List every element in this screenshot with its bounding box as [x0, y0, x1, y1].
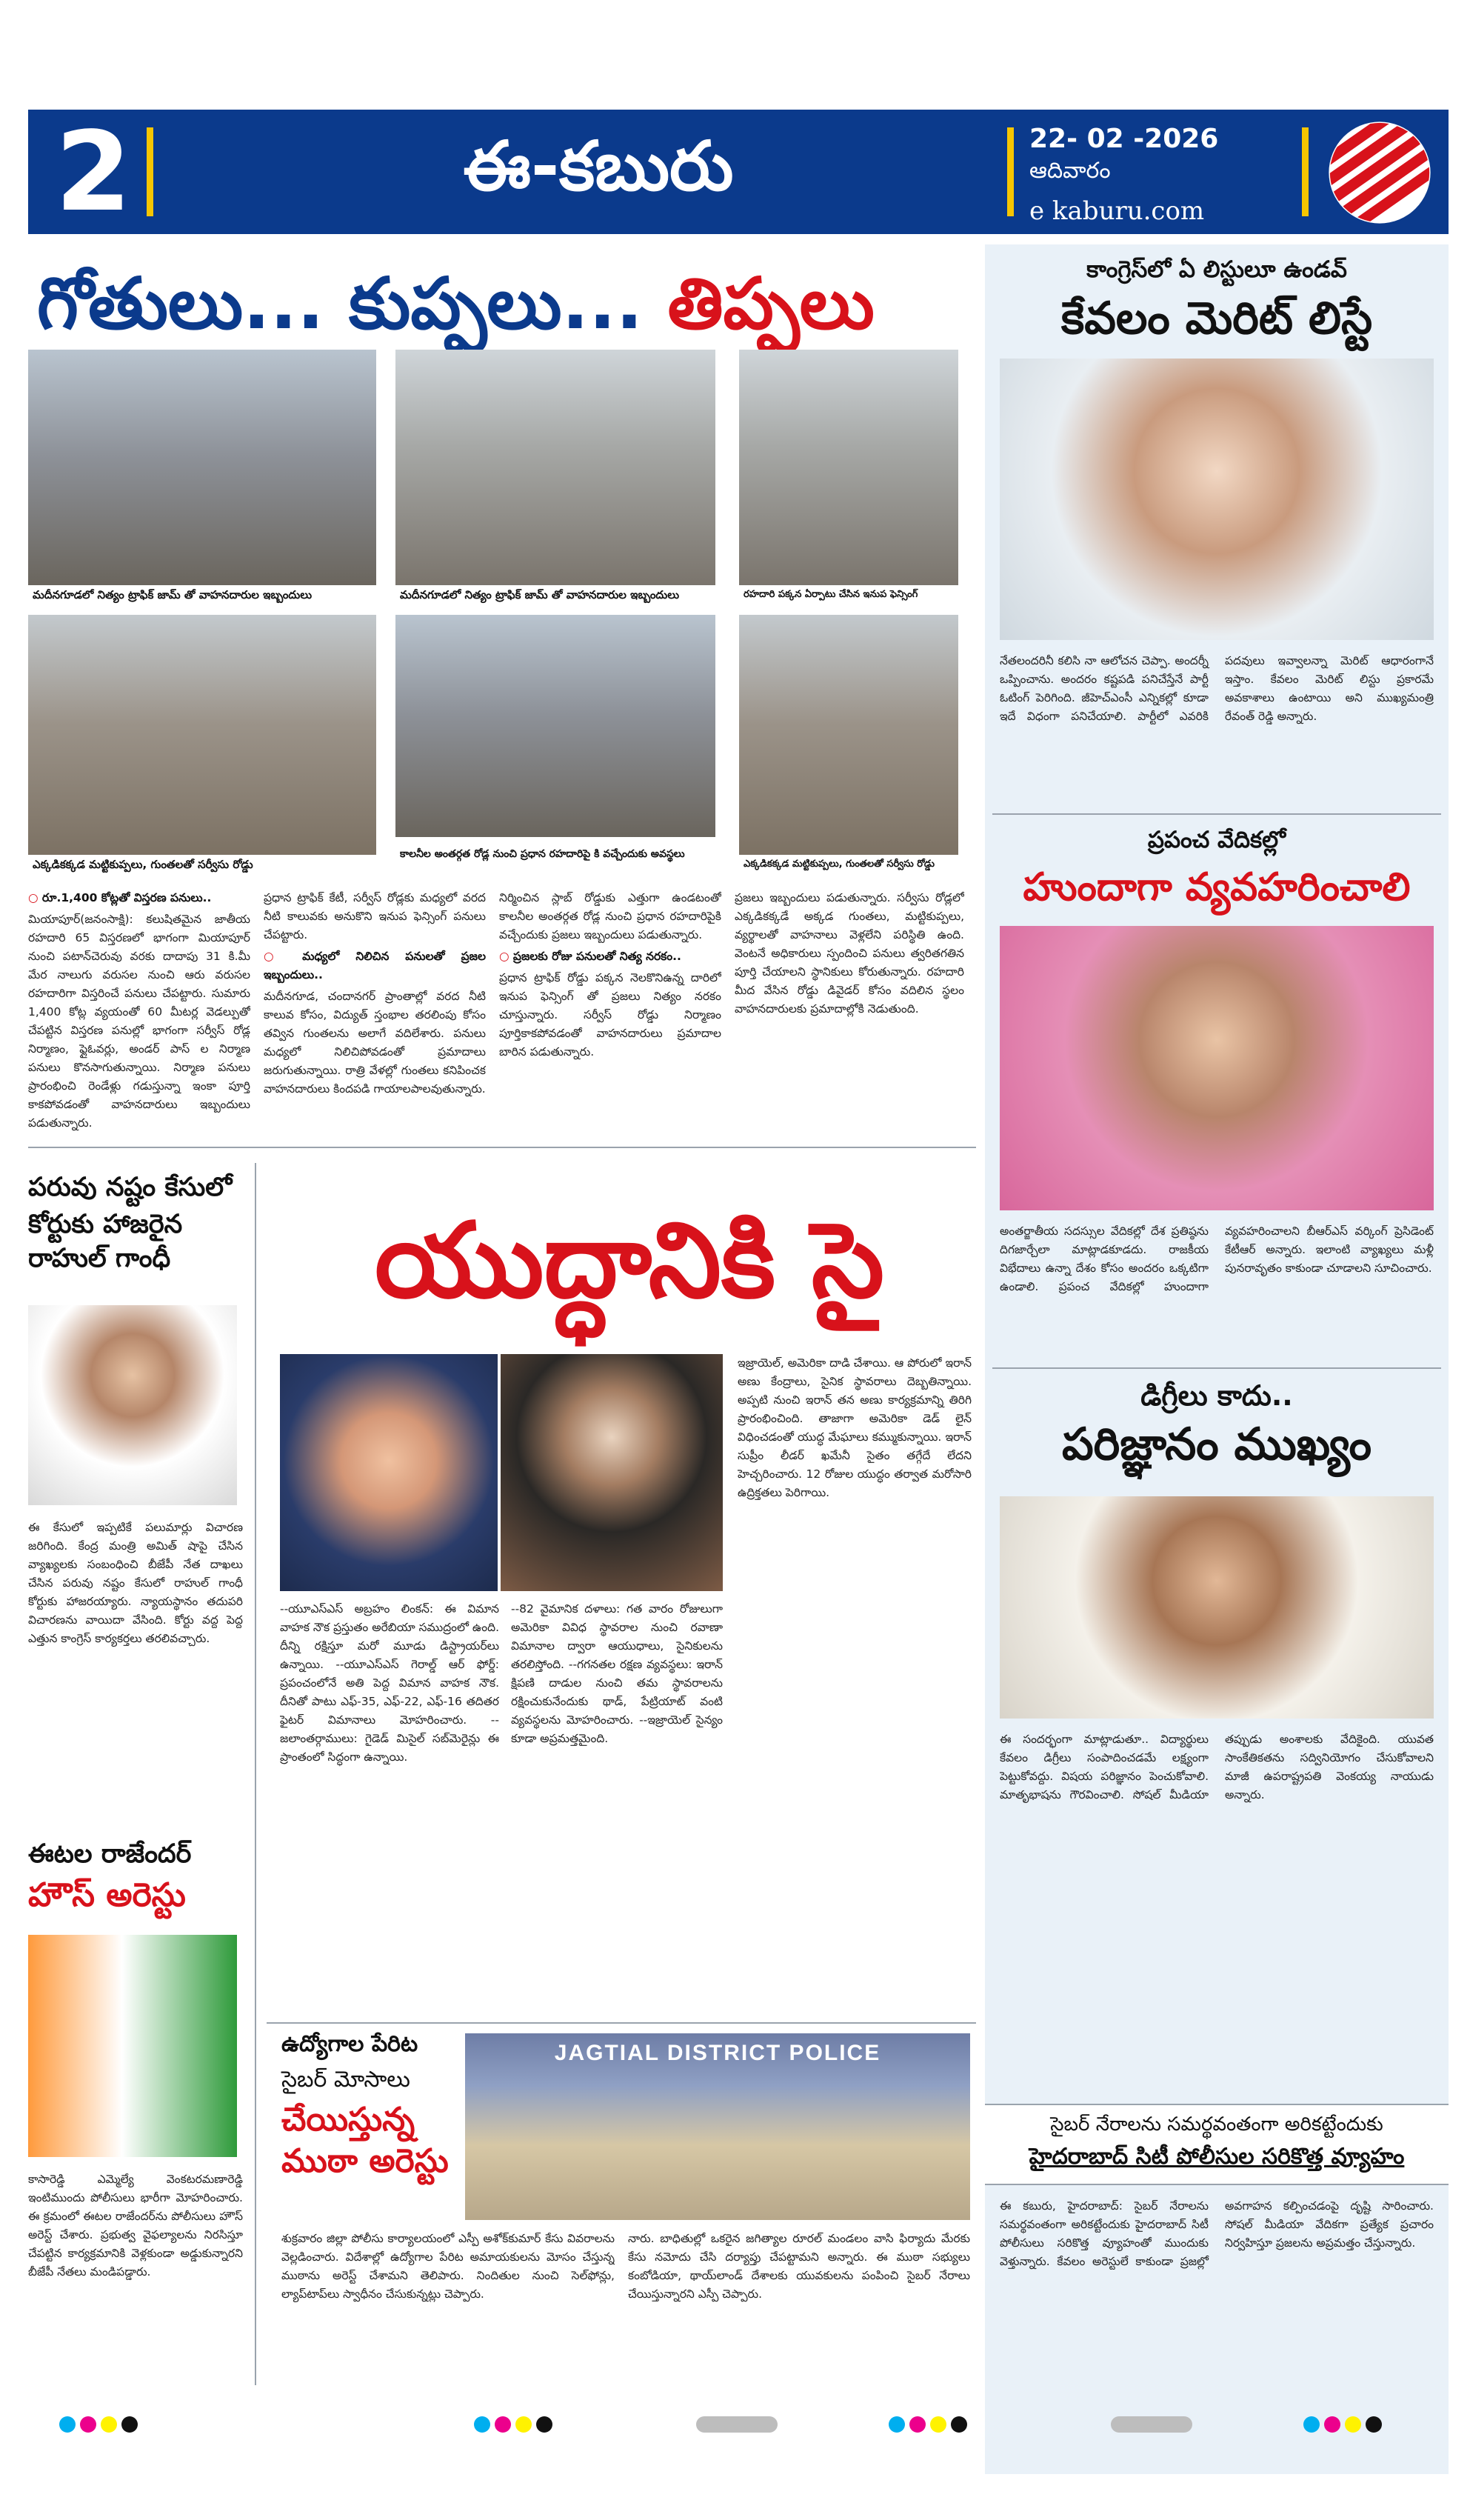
gray-bar-icon — [1111, 2416, 1192, 2433]
issue-day: ఆదివారం — [1029, 158, 1111, 184]
yellow-dot-icon — [515, 2416, 532, 2433]
colony-road-photo — [395, 615, 715, 837]
issue-date: 22- 02 -2026 — [1029, 124, 1219, 154]
section-divider — [267, 2022, 976, 2024]
masthead-divider — [1302, 127, 1309, 216]
etala-kicker: ఈటల రాజేందర్ — [28, 1839, 192, 1869]
lead-column-3 — [499, 889, 721, 1133]
section-divider — [992, 1367, 1441, 1369]
bullet-icon: ○ — [28, 891, 42, 904]
lead-subhead: రూ.1,400 కోట్లతో విస్తరణ పనులు.. — [41, 891, 212, 904]
registration-bar — [1111, 2416, 1192, 2433]
cyber-police-article — [1000, 2197, 1434, 2390]
bullet-icon: ○ — [264, 950, 303, 963]
cyber-headline: చేయిస్తున్న ముఠా అరెస్టు — [281, 2101, 449, 2180]
rubble-service-road-photo — [739, 615, 958, 856]
etala-paragraph: కాసారెడ్డి ఎమ్మెల్యే వెంకటరమణారెడ్డి ఇంటిముందు పోలీసులు భారీగా మోహరించారు. ఈ క్రమంలో ఈటల రాజేందర్‌ను పోలీసులు హౌస్ అరెస్ట్ చేశారు. ప్రభుత్వ వైఫల్యాలను నిరసిస్తూ చేపట్టిన కార్యక్రమానికి వెళ్లకుండా అడ్డుకున్నారని బీజేపీ నేతలు మండిపడ్డారు. — [28, 2173, 243, 2279]
striped-globe-logo-icon — [1326, 119, 1434, 227]
yellow-dot-icon — [1345, 2416, 1361, 2433]
etala-article — [28, 2170, 243, 2385]
yellow-dot-icon — [101, 2416, 117, 2433]
lead-headline — [37, 259, 955, 348]
police-press-meet-photo — [465, 2033, 970, 2220]
photo-caption: ఎక్కడికక్కడ మట్టికుప్పలు, గుంతలతో సర్వీసు రోడ్డు — [28, 855, 376, 874]
yellow-dot-icon — [930, 2416, 946, 2433]
venkaiah-paragraph: ఈ సందర్భంగా మాట్లాడుతూ.. విద్యార్థులు కేవలం డిగ్రీలు సంపాదించడమే లక్ష్యంగా పెట్టుకోవద్దు. విషయ పరిజ్ఞానం పెంచుకోవాలి. మాతృభాషను గౌరవించాలి. సోషల్ మీడియా తప్పుడు అంశాలకు వేదికైంది. యువత సాంకేతికతను సద్వినియోగం చేసుకోవాలని మాజీ ఉపరాష్ట్రపతి వెంకయ్య నాయుడు అన్నారు. — [1000, 1733, 1434, 1801]
rubble-service-road-photo — [28, 615, 376, 856]
gray-bar-icon — [696, 2416, 778, 2433]
photo-caption: మదీనగూడలో నిత్యం ట్రాఫిక్ జామ్ తో వాహనదారుల ఇబ్బందులు — [28, 585, 376, 604]
lead-paragraph: ప్రధాన ట్రాఫిక్‌ కేటీ, సర్వీస్ రోడ్లకు మధ్యలో వరద నీటి కాలువకు అనుకొని ఇనుప ఫెన్సింగ్ పనులు చేపట్టారు. — [264, 891, 486, 941]
cyan-dot-icon — [474, 2416, 490, 2433]
magenta-dot-icon — [495, 2416, 511, 2433]
bullet-icon: ○ — [499, 950, 513, 963]
lead-column-1 — [28, 889, 250, 1133]
police-banner-text: JAGTIAL DISTRICT POLICE — [554, 2041, 881, 2065]
revanth-article — [1000, 652, 1434, 800]
brand-title: ఈ-కబురు — [463, 127, 734, 206]
date-box — [1029, 123, 1296, 228]
photo-caption: రహదారి పక్కన ఏర్పాటు చేసిన ఇనుప ఫెన్సింగ్ — [739, 585, 958, 604]
black-dot-icon — [536, 2416, 552, 2433]
magenta-dot-icon — [80, 2416, 96, 2433]
black-dot-icon — [951, 2416, 967, 2433]
lead-column-4 — [735, 889, 964, 1133]
revanth-paragraph: నేతలందరినీ కలిసి నా ఆలోచన చెప్పా. అందర్నీ ఒప్పించాను. అందరం కష్టపడి పనిచేస్తేనే పార్టీ ఓటింగ్ పెరిగింది. జీహెచ్ఎంసీ ఎన్నికల్లో కూడా ఇదే విధంగా పనిచేయాలి. పార్టీలో ఎవరికి పదవులు ఇవ్వాలన్నా మెరిట్ ఆధారంగానే ఇస్తాం. కేవలం మెరిట్ లిస్టు ప్రకారమే అవకాశాలు ఉంటాయి అని ముఖ్యమంత్రి రేవంత్ రెడ్డి అన్నారు. — [1000, 654, 1434, 723]
lead-paragraph: నిర్మించిన స్లాబ్ రోడ్డుకు ఎత్తుగా ఉండటంతో కాలనీల అంతర్గత రోడ్ల నుంచి ప్రధాన రహదారిపైకి వచ్చేందుకు ప్రజలు ఇబ్బందులు పడుతున్నారు. — [499, 891, 721, 941]
war-paragraph: ఇజ్రాయెల్, అమెరికా దాడి చేశాయి. ఆ పోరులో ఇరాన్ అణు కేంద్రాలు, సైనిక స్థావరాలు దెబ్బతిన్నాయి. అప్పటి నుంచి ఇరాన్ తన అణు కార్యక్రమాన్ని తిరిగి ప్రారంభించింది. తాజాగా అమెరికా డెడ్ లైన్ విధించడంతో యుద్ధ మేఘాలు కమ్ముకున్నాయి. ఇరాన్ సుప్రీం లీడర్ ఖమేనీ సైతం తగ్గేదే లేదని హెచ్చరించారు. 12 రోజుల యుద్ధం తర్వాత మరోసారి ఉద్రిక్తతలు పెరిగాయి. — [738, 1356, 972, 1499]
lead-subhead: మధ్యలో నిలిచిన పనులతో ప్రజల ఇబ్బందులు.. — [264, 950, 486, 981]
cyber-paragraph: శుక్రవారం జిల్లా పోలీసు కార్యాలయంలో ఎస్పీ అశోక్‌కుమార్ కేసు వివరాలను వెల్లడించారు. విదేశాల్లో ఉద్యోగాల పేరిట అమాయకులను మోసం చేస్తున్న ముఠాను అరెస్ట్ చేశామని తెలిపారు. నిందితుల నుంచి సెల్‌ఫోన్లు, ల్యాప్‌టాప్‌లు స్వాధీనం చేసుకున్నట్లు చెప్పారు. — [281, 2232, 615, 2301]
war-paragraph: --82 వైమానిక దళాలు: గత వారం రోజులుగా అమెరికా వివిధ స్థావరాల నుంచి రవాణా విమానాల ద్వారా ఆయుధాలు, సైనికులను తరలిస్తోంది. --గగనతల రక్షణ వ్యవస్థలు: ఇరాన్ క్షిపణి దాడుల నుంచి తమ స్థావరాలను రక్షించుకునేందుకు థాడ్, పేట్రియాట్ వంటి వ్యవస్థలను మోహరించారు. --ఇజ్రాయెల్ సైన్యం కూడా అప్రమత్తమైంది. — [511, 1602, 723, 1745]
cyber-police-paragraph: ఈ కబురు, హైదరాబాద్: సైబర్ నేరాలను సమర్థవంతంగా అరికట్టేందుకు హైదరాబాద్ సిటీ పోలీసులు సరికొత్త వ్యూహంతో ముందుకు వెళ్తున్నారు. కేవలం అరెస్టులే కాకుండా ప్రజల్లో అవగాహన కల్పించడంపై దృష్టి సారించారు. సోషల్ మీడియా వేదికగా ప్రత్యేక ప్రచారం నిర్వహిస్తూ ప్రజలను అప్రమత్తం చేస్తున్నారు. — [1000, 2199, 1434, 2268]
lead-headline-part1: గోతులు... కుప్పలు... — [37, 262, 644, 345]
war-paragraph: --యూఎస్‌ఎస్ అబ్రహం లింకన్: ఈ విమాన వాహక నౌక ప్రస్తుతం అరేబియా సముద్రంలో ఉంది. దీన్ని రక్షిస్తూ మరో మూడు డిస్ట్రాయర్‌లు ఉన్నాయి. --యూఎస్‌ఎస్ గెరాల్డ్ ఆర్ ఫోర్డ్: ప్రపంచంలోనే అతి పెద్ద విమాన వాహక నౌక. దీనితో పాటు ఎఫ్-35, ఎఫ్-22, ఎఫ్-16 తదితర ఫైటర్ విమానాలు మోహరించారు. --జలాంతర్గాములు: గైడెడ్ మిసైల్ సబ్‌మెరైన్లు ఈ ప్రాంతంలో సిద్ధంగా ఉన్నాయి. — [280, 1602, 499, 1764]
lead-paragraph: మదీనగూడ, చందానగర్ ప్రాంతాల్లో వరద నీటి కాలువ కోసం, విద్యుత్ స్తంభాల తరలింపు కోసం తవ్విన గుంతలను అలాగే వదిలేశారు. పనులు మధ్యలో నిలిచిపోవడంతో ప్రమాదాలు జరుగుతున్నాయి. రాత్రి వేళల్లో గుంతలు కనిపించక వాహనదారులు కిందపడి గాయాలపాలవుతున్నారు. — [264, 990, 486, 1096]
black-dot-icon — [1366, 2416, 1382, 2433]
masthead-divider — [1007, 127, 1014, 216]
photo-caption: మదీనగూడలో నిత్యం ట్రాఫిక్ జామ్ తో వాహనదారుల ఇబ్బందులు — [395, 585, 715, 604]
war-column-2 — [511, 1600, 723, 2015]
lead-paragraph: ప్రజలు ఇబ్బందులు పడుతున్నారు. సర్వీసు రోడ్లలో ఎక్కడికక్కడే అక్కడ గుంతలు, మట్టికుప్పలు, వ్యర్థాలతో వాహనాలు వెళ్లలేని పరిస్థితి ఉంది. వెంటనే అధికారులు స్పందించి పనులు త్వరితగతిన పూర్తి చేయాలని స్థానికులు కోరుతున్నారు. రహదారి మీద వేసిన రోడ్డు డివైడర్ కోసం వదిలిన స్థలం వాహనదారులకు ప్రమాదాల్లోకి నెడుతుంది. — [735, 891, 964, 1016]
venkaiah-naidu-photo — [1000, 1496, 1434, 1719]
cyan-dot-icon — [889, 2416, 905, 2433]
revanth-headline: కేవలం మెరిట్ లిస్టే — [1060, 293, 1373, 344]
magenta-dot-icon — [1324, 2416, 1340, 2433]
cyber-column-2 — [628, 2230, 970, 2393]
war-column-3 — [738, 1354, 972, 2021]
war-column-1 — [280, 1600, 499, 2015]
registration-marks — [474, 2416, 552, 2433]
cyber-police-head-strip — [985, 2104, 1449, 2185]
etala-headline: హౌస్ అరెస్టు — [28, 1876, 186, 1914]
cyber-column-1 — [281, 2230, 615, 2393]
iron-fencing-photo — [739, 350, 958, 587]
etala-rajender-photo — [28, 1935, 237, 2157]
cyan-dot-icon — [1303, 2416, 1320, 2433]
ktr-kicker: ప్రపంచ వేదికల్లో — [1147, 827, 1286, 853]
lead-paragraph: మియాపూర్(జనంసాక్షి): కలుషితమైన జాతీయ రహదారి 65 విస్తరణలో భాగంగా మియాపూర్ నుంచి పటాన్‌చెరువు వరకు దాదాపు 31 కి.మీ మేర నాలుగు వరుసల నుంచి ఆరు వరుసల రహదారిగా విస్తరించే పనులు చేపట్టారు. సుమారు 1,400 కోట్ల వ్యయంతో 60 మీటర్ల వెడల్పుతో చేపట్టిన విస్తరణ పనుల్లో భాగంగా సర్వీస్ రోడ్ల నిర్మాణం, ఫ్లైఓవర్లు, అండర్ పాస్ ల నిర్మాణ పనులు కొనసాగుతున్నాయి. నిర్మాణ పనులు ప్రారంభించి రెండేళ్లు గడుస్తున్నా ఇంకా పూర్తి కాకపోవడంతో వాహనదారులు ఇబ్బందులు పడుతున్నారు. — [28, 913, 250, 1130]
revanth-kicker: కాంగ్రెస్‌లో ఏ లిస్టులూ ఉండవ్ — [1086, 256, 1347, 283]
section-divider — [28, 1147, 976, 1148]
trump-photo — [280, 1354, 498, 1591]
masthead — [28, 110, 1449, 234]
lead-headline-part2: తిప్పలు — [667, 262, 875, 345]
photo-caption: కాలనీల అంతర్గత రోడ్ల నుంచి ప్రధాన రహదారిపై కి వచ్చేందుకు అవస్థలు — [395, 844, 744, 864]
website-link[interactable]: e kaburu.com — [1029, 196, 1205, 226]
registration-marks — [889, 2416, 967, 2433]
cyber-police-kicker: సైబర్ నేరాలను సమర్థవంతంగా అరికట్టేందుకు — [1050, 2113, 1383, 2136]
cyber-paragraph: నారు. బాధితుల్లో ఒకరైన జగిత్యాల రూరల్ మండలం వాసి ఫిర్యాదు మేరకు కేసు నమోదు చేసి దర్యాప్తు చేపట్టామని అన్నారు. ఈ ముఠా సభ్యులు కంబోడియా, థాయ్‌లాండ్ దేశాలకు యువకులను పంపించి సైబర్ నేరాలు చేయిస్తున్నారని ఎస్పీ చెప్పారు. — [628, 2232, 970, 2301]
section-divider — [992, 813, 1441, 815]
lead-subhead: ప్రజలకు రోజు పనులతో నిత్య నరకం.. — [512, 950, 681, 963]
ktr-photo — [1000, 926, 1434, 1210]
rahul-article — [28, 1519, 243, 1815]
revanth-reddy-photo — [1000, 359, 1434, 640]
lead-paragraph: ప్రధాన ట్రాఫిక్‌ రోడ్డు పక్కన నెలకొనిఉన్న దారిలో ఇనుప ఫెన్సింగ్ తో ప్రజలు నిత్యం నరకం చూస్తున్నారు. సర్వీస్ రోడ్డు నిర్మాణం పూర్తికాకపోవడంతో వాహనదారులు ప్రమాదాల బారిన పడుతున్నారు. — [499, 971, 721, 1059]
masthead-divider — [147, 127, 153, 216]
black-dot-icon — [121, 2416, 138, 2433]
traffic-jam-photo — [28, 350, 376, 587]
page-number: 2 — [55, 108, 132, 236]
photo-caption: ఎక్కడికక్కడ మట్టికుప్పలు, గుంతలతో సర్వీసు రోడ్డు — [739, 855, 975, 874]
cyber-kicker: ఉద్యోగాల పేరిట — [281, 2031, 418, 2057]
traffic-jam-photo — [395, 350, 715, 587]
cyber-subkicker: సైబర్ మోసాలు — [281, 2067, 410, 2093]
cyan-dot-icon — [59, 2416, 76, 2433]
venkaiah-article — [1000, 1730, 1434, 2086]
war-headline: యుద్ధానికి సై — [374, 1201, 885, 1321]
khamenei-photo — [501, 1354, 723, 1591]
ktr-paragraph: అంతర్జాతీయ సదస్సుల వేదికల్లో దేశ ప్రతిష్ఠను దిగజార్చేలా మాట్లాడకూడదు. రాజకీయ విభేదాలు ఉన్నా దేశం కోసం అందరం ఒక్కటిగా ఉండాలి. ప్రపంచ వేదికల్లో హుందాగా వ్యవహరించాలని బీఆర్ఎస్ వర్కింగ్ ప్రెసిడెంట్ కేటీఆర్ అన్నారు. ఇలాంటి వ్యాఖ్యలు మళ్లీ పునరావృతం కాకుండా చూడాలని సూచించారు. — [1000, 1224, 1434, 1293]
rahul-headline: కోర్టుకు హాజరైన రాహుల్ గాంధీ — [28, 1210, 183, 1273]
registration-marks — [1303, 2416, 1382, 2433]
rahul-kicker: పరువు నష్టం కేసులో — [28, 1173, 233, 1202]
registration-marks — [59, 2416, 138, 2433]
rahul-paragraph: ఈ కేసులో ఇప్పటికే పలుమార్లు విచారణ జరిగింది. కేంద్ర మంత్రి అమిత్ షాపై చేసిన వ్యాఖ్యలకు సంబంధించి బీజేపీ నేత దాఖలు చేసిన పరువు నష్టం కేసులో రాహుల్ గాంధీ కోర్టుకు హాజరయ్యారు. న్యాయస్థానం తదుపరి విచారణను వాయిదా వేసింది. కోర్టు వద్ద పెద్ద ఎత్తున కాంగ్రెస్ కార్యకర్తలు తరలివచ్చారు. — [28, 1521, 243, 1645]
ktr-article — [1000, 1222, 1434, 1356]
registration-bar — [696, 2416, 778, 2433]
ktr-headline: హుందాగా వ్యవహరించాలి — [1023, 865, 1411, 910]
venkaiah-headline: పరిజ్ఞానం ముఖ్యం — [1061, 1419, 1372, 1470]
rahul-gandhi-photo — [28, 1305, 237, 1505]
column-divider — [255, 1163, 256, 2385]
magenta-dot-icon — [909, 2416, 926, 2433]
cyber-police-headline: హైదరాబాద్ సిటీ పోలీసుల సరికొత్త వ్యూహం — [1029, 2144, 1405, 2170]
lead-column-2 — [264, 889, 486, 1133]
venkaiah-kicker: డిగ్రీలు కాదు.. — [1140, 1379, 1293, 1412]
